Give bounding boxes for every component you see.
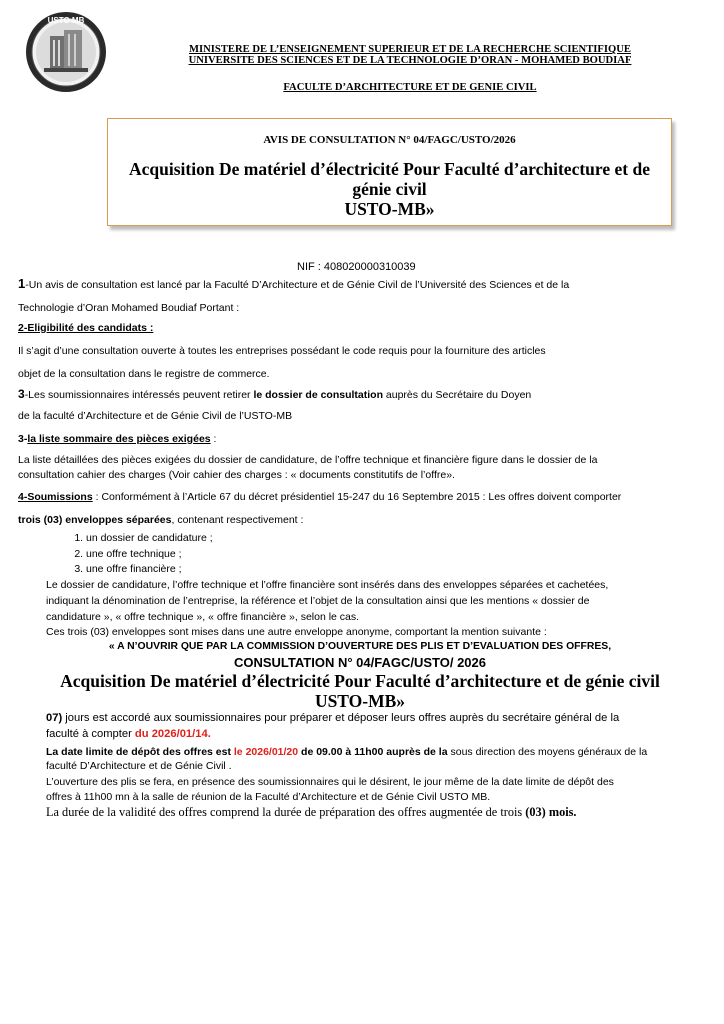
limit-line2: faculté D’Architecture et de Génie Civil . [46, 760, 232, 772]
section3b-num: 3- [18, 433, 28, 445]
section3a-line1 [18, 387, 531, 401]
section1-num: 1 [18, 276, 26, 291]
validity-bold: (03) mois. [525, 805, 577, 819]
deadline-text: jours est accordé aux soumissionnaires pour préparer et déposer leurs offres auprès du secrétaire général de la [62, 712, 620, 724]
section3a-bold: le dossier de consultation [253, 389, 383, 401]
limit-post: sous direction des moyens généraux de la [447, 746, 648, 758]
section3a-post: auprès du Secrétaire du Doyen [383, 389, 532, 401]
acquisition-title [20, 671, 700, 711]
deadline-line1 [46, 712, 619, 724]
section1-text: -Un avis de consultation est lancé par la Faculté D’Architecture et de Génie Civil de l’Université des Sciences et de la [25, 279, 570, 291]
list-item: 1. un dossier de candidature ; [86, 531, 213, 547]
deadline-line2 [46, 728, 211, 740]
faculty-name: FACULTE D’ARCHITECTURE ET DE GENIE CIVIL [283, 82, 537, 93]
envelope-list [50, 531, 213, 578]
acquisition-title-line1: Acquisition De matériel d’électricité Pour Faculté d’architecture et de génie civil [60, 671, 660, 691]
limit-pre: La date limite de dépôt des offres est [46, 746, 234, 758]
section4-text: : Conformément à l’Article 67 du décret présidentiel 15-247 du 16 Septembre 2015 : Les offres doivent comporter [92, 491, 622, 503]
avis-title-line1: Acquisition De matériel d’électricité Pour Faculté d’architecture et de génie civil [129, 159, 650, 199]
list-item: 3. une offre financière ; [86, 562, 213, 578]
ministry-name: MINISTERE DE L’ENSEIGNEMENT SUPERIEUR ET DE LA RECHERCHE SCIENTIFIQUE [189, 44, 631, 55]
validity-pre: La durée de la validité des offres comprend la durée de préparation des offres augmentée de trois [46, 805, 526, 819]
section4-line2 [18, 514, 303, 526]
avis-reference: AVIS DE CONSULTATION N° 04/FAGC/USTO/2026 [263, 134, 516, 146]
section2-heading: 2-Eligibilité des candidats : [18, 322, 154, 334]
section4-para2: indiquant la dénomination de l’entreprise, la référence et l’objet de la consultation ainsi que les mentions « dossier de [46, 595, 590, 607]
section4-para4: Ces trois (03) enveloppes sont mises dans une autre enveloppe anonyme, comportant la mention suivante : [46, 626, 547, 638]
section4-bold: trois (03) enveloppes séparées [18, 514, 172, 526]
section3a-num: 3 [18, 387, 25, 401]
section4-para3: candidature », « offre technique », « offre financière », selon le cas. [46, 611, 360, 623]
avis-title-line2: USTO-MB» [344, 199, 435, 219]
section3a-line2: de la faculté d’Architecture et de Génie Civil de l’USTO-MB [18, 410, 293, 422]
section2-line2: objet de la consultation dans le registre de commerce. [18, 368, 270, 380]
opening-line2: offres à 11h00 mn à la salle de réunion de la Faculté d’Architecture et de Génie Civil USTO MB. [46, 791, 491, 803]
section3b-line1: La liste détaillées des pièces exigées du dossier de candidature, de l’offre technique et financière figure dans le dossier de la [18, 454, 598, 466]
section3b-heading-line [18, 433, 216, 445]
university-logo [24, 10, 108, 94]
section2-line1: Il s’agit d’une consultation ouverte à toutes les entreprises possédant le code requis pour la fourniture des articles [18, 345, 546, 357]
mention-text: « A N’OUVRIR QUE PAR LA COMMISSION D’OUVERTURE DES PLIS ET D’EVALUATION DES OFFRES, [108, 641, 612, 652]
nif-number: NIF : 408020000310039 [297, 261, 416, 273]
deadline-pre: faculté à compter [46, 728, 135, 740]
section3b-heading: la liste sommaire des pièces exigées [27, 433, 211, 445]
section3a-pre: -Les soumissionnaires intéressés peuvent retirer [24, 389, 254, 401]
section1-line2: Technologie d’Oran Mohamed Boudiaf Portant : [18, 302, 240, 314]
section3b-line2: consultation cahier des charges (Voir cahier des charges : « documents constitutifs de l’offre». [18, 469, 455, 481]
logo-text: USTO MB [47, 16, 85, 25]
list-item: 2. une offre technique ; [86, 547, 213, 563]
opening-line1: L’ouverture des plis se fera, en présence des soumissionnaires qui le désirent, le jour même de la date limite de dépôt des [46, 776, 614, 788]
section4-text2: , contenant respectivement : [171, 514, 304, 526]
limit-date: le 2026/01/20 [233, 746, 299, 758]
section4-heading: 4-Soumissions [18, 491, 93, 503]
acquisition-title-line2: USTO-MB» [314, 691, 406, 711]
consultation-reference: CONSULTATION N° 04/FAGC/USTO/ 2026 [233, 655, 486, 670]
section1-line1 [18, 276, 569, 291]
deadline-days: 07) [46, 712, 63, 724]
section4-para1: Le dossier de candidature, l’offre technique et l’offre financière sont insérés dans des enveloppes séparées et cachetées, [46, 579, 609, 591]
avis-title [108, 159, 671, 219]
start-date: du 2026/01/14. [134, 728, 211, 740]
limit-line1 [46, 746, 647, 758]
section4-line1 [18, 491, 621, 503]
ministry-header [120, 44, 700, 66]
avis-box [107, 118, 672, 226]
university-name: UNIVERSITE DES SCIENCES ET DE LA TECHNOLOGIE D’ORAN - MOHAMED BOUDIAF [188, 55, 632, 66]
validity-line [46, 805, 577, 820]
limit-mid: de 09.00 à 11h00 auprès de la [298, 746, 448, 758]
section3b-colon: : [210, 433, 217, 445]
